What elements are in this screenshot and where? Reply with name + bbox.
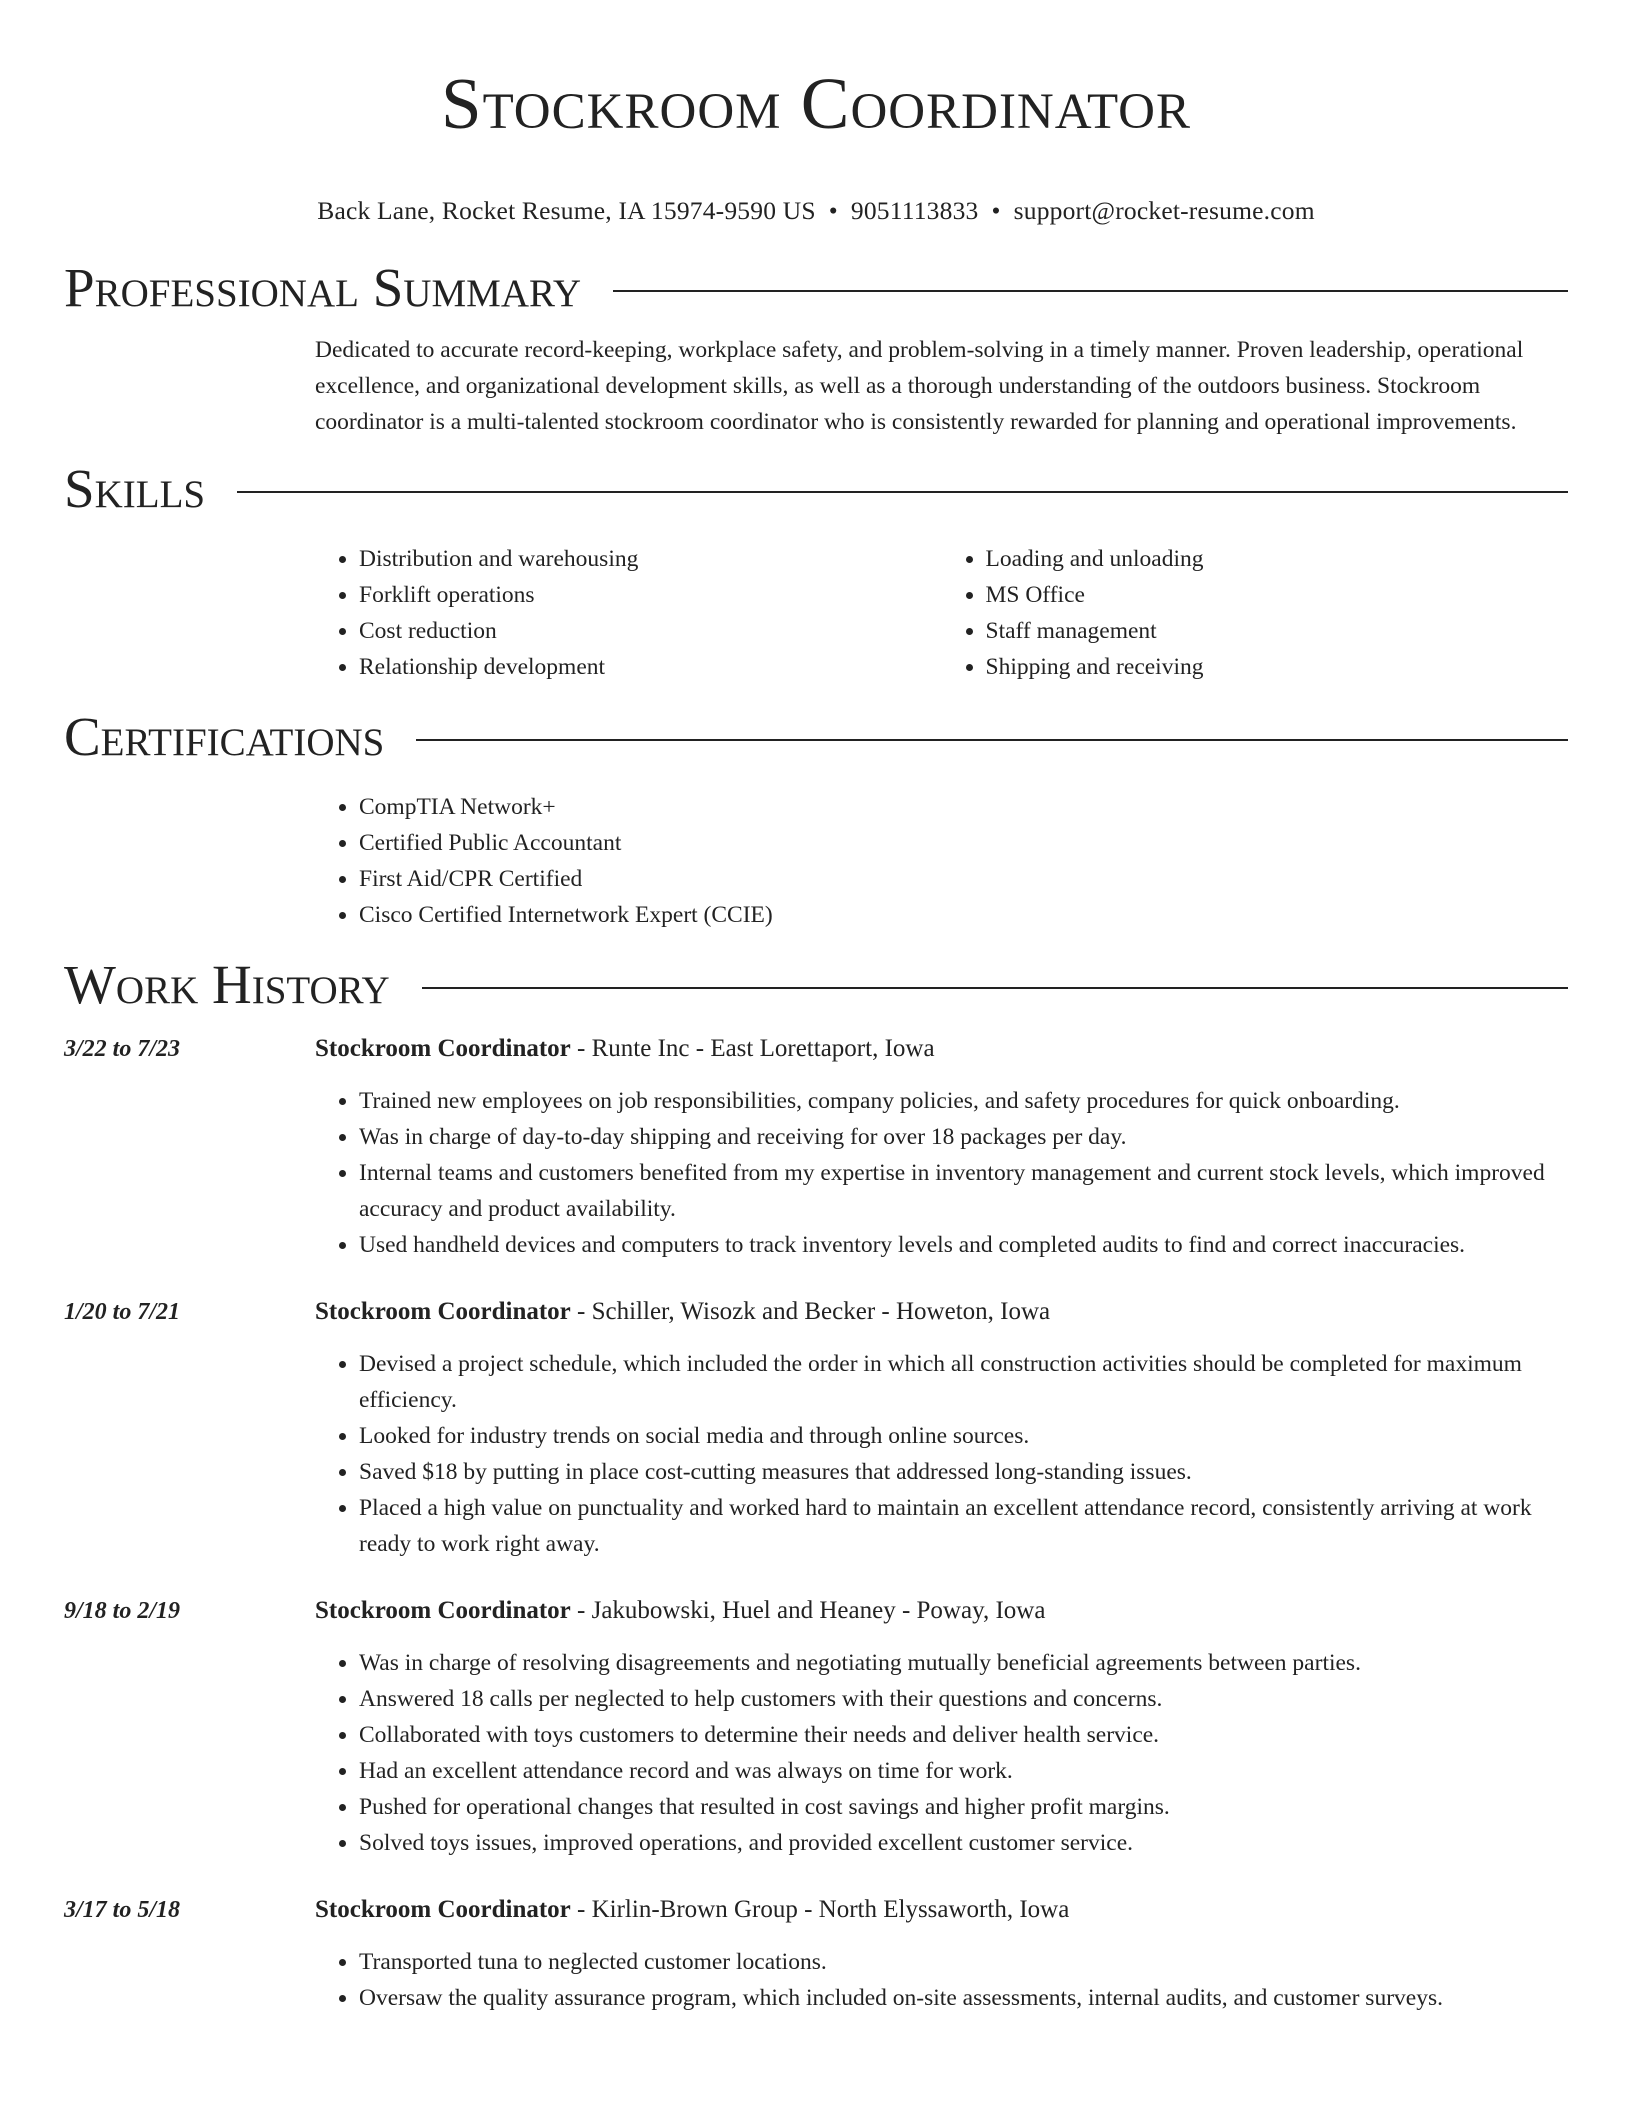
job-title-line	[315, 1892, 1632, 1928]
job-title-line	[315, 1294, 1632, 1330]
section-divider	[613, 290, 1568, 292]
job-dates: 9/18 to 2/19	[64, 1598, 181, 1624]
job-entry	[0, 1892, 1632, 2016]
contact-line	[0, 195, 1632, 227]
job-bullet: • Had an excellent attendance record and was always on time for work.	[359, 1753, 1568, 1789]
job-dates: 3/22 to 7/23	[64, 1036, 181, 1062]
job-bullet: • Internal teams and customers benefited from my expertise in inventory management and current stock levels, which improved accuracy and product availability.	[359, 1155, 1568, 1227]
certifications-body	[315, 789, 1568, 933]
skill-item: • Relationship development	[359, 649, 942, 685]
job-role: Stockroom Coordinator	[315, 1597, 571, 1624]
summary-section	[0, 258, 1632, 440]
skills-grid	[315, 541, 1568, 685]
work-history-heading: Work History	[64, 954, 390, 1015]
section-divider	[416, 739, 1568, 741]
contact-email: support@rocket-resume.com	[1013, 196, 1315, 225]
section-divider	[422, 987, 1568, 989]
section-divider	[237, 491, 1568, 493]
job-bullet: • Looked for industry trends on social media and through online sources.	[359, 1418, 1568, 1454]
certification-item: • Cisco Certified Internetwork Expert (CCIE)	[359, 897, 1568, 933]
job-entry	[0, 1593, 1632, 1861]
certifications-heading: Certifications	[64, 706, 385, 767]
job-dates: 3/17 to 5/18	[64, 1897, 181, 1923]
summary-text: Dedicated to accurate record-keeping, workplace safety, and problem-solving in a timely manner. Proven leadership, operational excellence, and organizational development skills, as well as a thorough understanding of the outdoors business. Stockroom coordinator is a multi-talented stockroom coordinator who is consistently rewarded for planning and operational improvements.	[315, 337, 1524, 435]
certifications-heading-row	[64, 707, 1568, 767]
skill-item: • Shipping and receiving	[986, 649, 1569, 685]
certification-item: • CompTIA Network+	[359, 789, 1568, 825]
job-role: Stockroom Coordinator	[315, 1035, 571, 1062]
summary-heading-row	[64, 258, 1568, 318]
job-bullets	[315, 1645, 1568, 1861]
certifications-section	[0, 707, 1632, 933]
job-bullet: • Oversaw the quality assurance program, which included on-site assessments, internal audits, and customer surveys.	[359, 1980, 1568, 2016]
job-entry	[0, 1031, 1632, 1263]
job-bullet: • Was in charge of day-to-day shipping and receiving for over 18 packages per day.	[359, 1119, 1568, 1155]
job-bullet: • Placed a high value on punctuality and worked hard to maintain an excellent attendance record, consistently arriving at work ready to work right away.	[359, 1490, 1568, 1562]
job-entry	[0, 1294, 1632, 1562]
job-bullets	[315, 1944, 1568, 2016]
job-employer: - Schiller, Wisozk and Becker - Howeton, Iowa	[570, 1298, 1051, 1325]
job-bullet: • Saved $18 by putting in place cost-cutting measures that addressed long-standing issues.	[359, 1454, 1568, 1490]
skill-item: • Staff management	[986, 613, 1569, 649]
skill-item: • Cost reduction	[359, 613, 942, 649]
contact-phone: 9051113833	[850, 196, 979, 225]
skill-item: • Forklift operations	[359, 577, 942, 613]
job-bullet: • Pushed for operational changes that resulted in cost savings and higher profit margins.	[359, 1789, 1568, 1825]
certification-item: • First Aid/CPR Certified	[359, 861, 1568, 897]
skills-heading-row	[64, 459, 1568, 519]
job-bullet: • Was in charge of resolving disagreements and negotiating mutually beneficial agreements between parties.	[359, 1645, 1568, 1681]
work-history-section	[0, 955, 1632, 2016]
job-employer: - Runte Inc - East Lorettaport, Iowa	[570, 1035, 935, 1062]
skill-item: • MS Office	[986, 577, 1569, 613]
work-history-heading-row	[64, 955, 1568, 1015]
skill-item: • Distribution and warehousing	[359, 541, 942, 577]
contact-separator: •	[828, 196, 838, 225]
contact-address: Back Lane, Rocket Resume, IA 15974-9590 US	[317, 196, 816, 225]
summary-heading: Professional Summary	[64, 257, 582, 318]
skills-heading: Skills	[64, 458, 206, 519]
job-bullet: • Devised a project schedule, which included the order in which all construction activities should be completed for maximum efficiency.	[359, 1346, 1568, 1418]
job-bullets	[315, 1346, 1568, 1562]
job-bullet: • Transported tuna to neglected customer locations.	[359, 1944, 1568, 1980]
job-bullet: • Used handheld devices and computers to track inventory levels and completed audits to find and correct inaccuracies.	[359, 1227, 1568, 1263]
certifications-list	[315, 789, 1568, 933]
skills-list-left	[315, 541, 942, 685]
job-employer: - Kirlin-Brown Group - North Elyssaworth, Iowa	[570, 1896, 1070, 1923]
job-bullets	[315, 1083, 1568, 1263]
skill-item: • Loading and unloading	[986, 541, 1569, 577]
certification-item: • Certified Public Accountant	[359, 825, 1568, 861]
contact-separator: •	[991, 196, 1001, 225]
job-role: Stockroom Coordinator	[315, 1298, 571, 1325]
job-title-line	[315, 1593, 1632, 1629]
skills-list-right	[942, 541, 1569, 685]
job-bullet: • Answered 18 calls per neglected to help customers with their questions and concerns.	[359, 1681, 1568, 1717]
job-bullet: • Trained new employees on job responsibilities, company policies, and safety procedures for quick onboarding.	[359, 1083, 1568, 1119]
candidate-name: Stockroom Coordinator	[440, 63, 1192, 144]
skills-section	[0, 459, 1632, 685]
job-bullet: • Collaborated with toys customers to determine their needs and deliver health service.	[359, 1717, 1568, 1753]
job-dates: 1/20 to 7/21	[64, 1299, 181, 1325]
job-title-line	[315, 1031, 1632, 1067]
job-employer: - Jakubowski, Huel and Heaney - Poway, Iowa	[570, 1597, 1046, 1624]
job-bullet: • Solved toys issues, improved operations, and provided excellent customer service.	[359, 1825, 1568, 1861]
job-role: Stockroom Coordinator	[315, 1896, 571, 1923]
